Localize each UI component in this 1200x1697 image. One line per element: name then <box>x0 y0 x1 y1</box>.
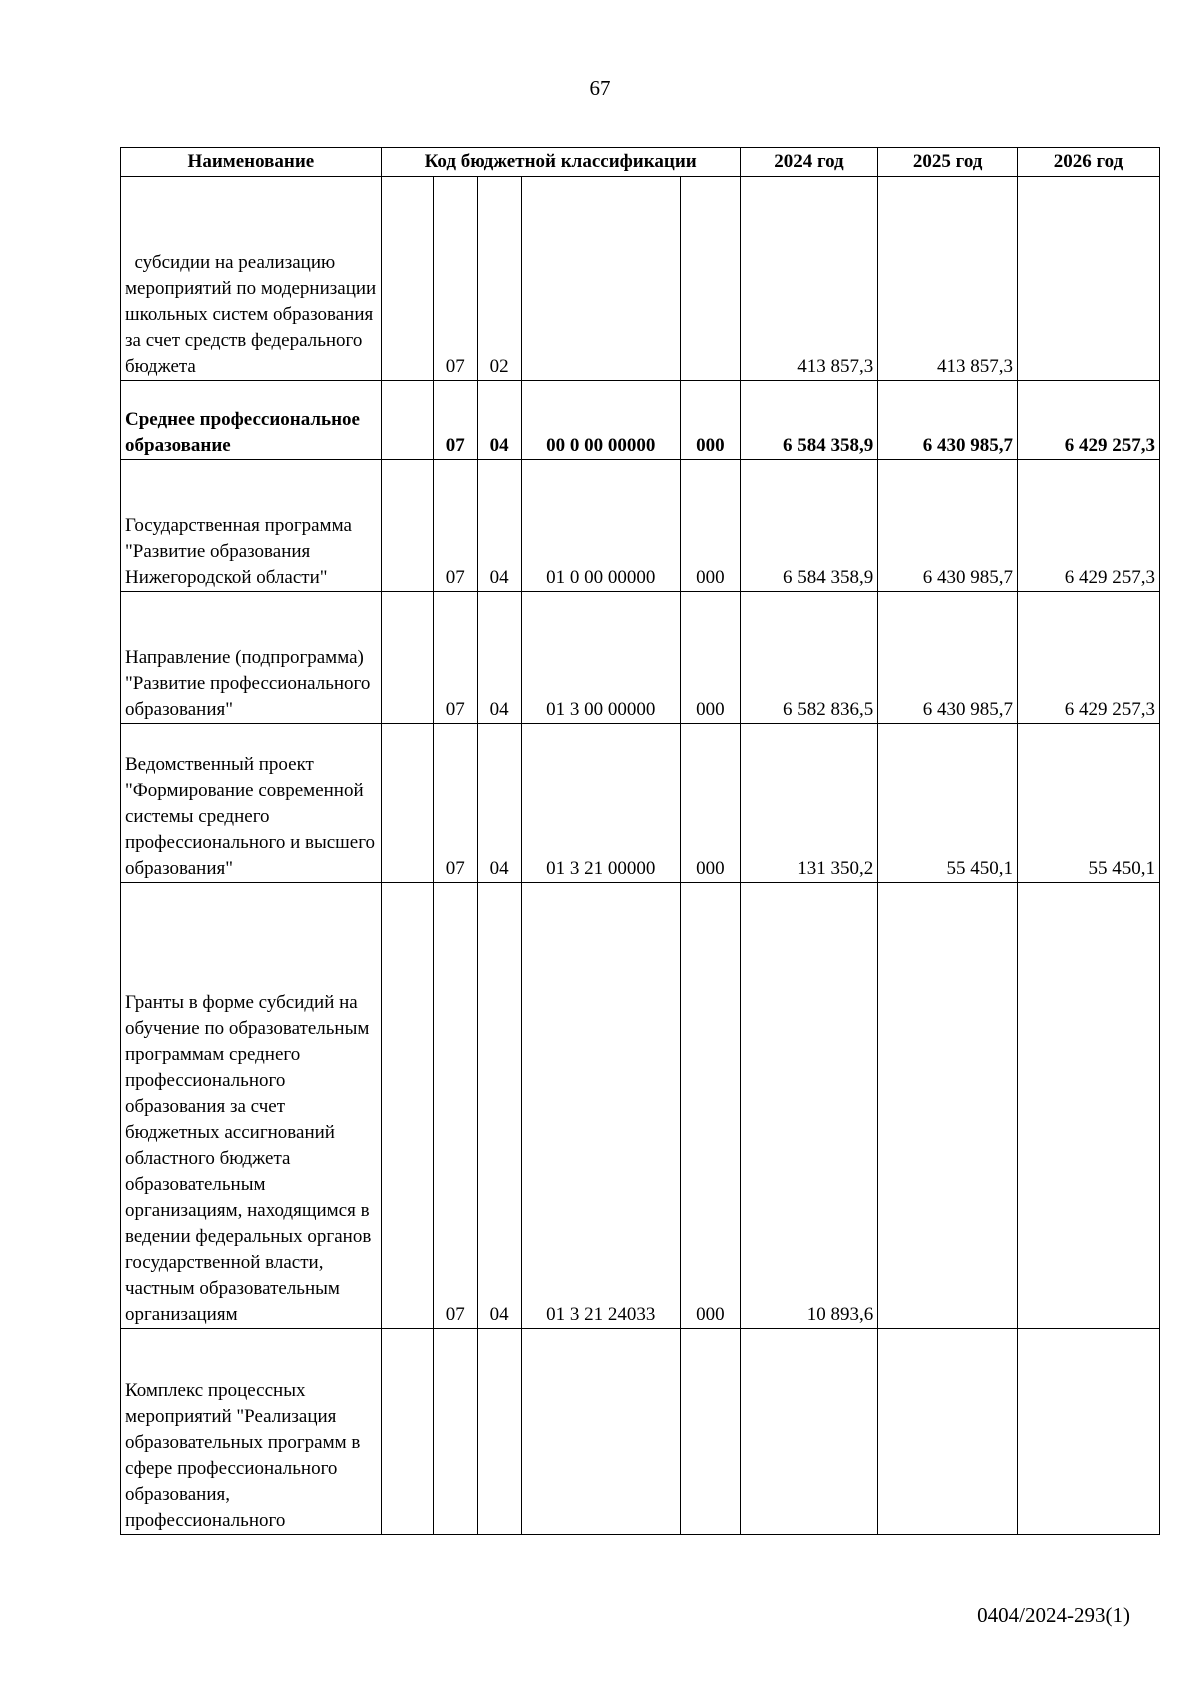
expense-type-code: 000 <box>681 883 741 1329</box>
value-2024: 413 857,3 <box>740 177 878 381</box>
code-cell <box>381 1329 433 1535</box>
target-article-code <box>521 1329 681 1535</box>
header-2024: 2024 год <box>740 148 878 177</box>
row-name: Государственная программа "Развитие образования Нижегородской области" <box>121 460 382 592</box>
code-cell <box>381 592 433 724</box>
value-2024: 6 584 358,9 <box>740 381 878 460</box>
code-cell <box>381 177 433 381</box>
row-name: Среднее профессиональное образование <box>121 381 382 460</box>
document-code: 0404/2024-293(1) <box>977 1603 1130 1627</box>
target-article-code: 01 3 21 00000 <box>521 724 681 883</box>
page-number: 67 <box>589 76 611 100</box>
subsection-code <box>477 1329 521 1535</box>
section-code <box>433 1329 477 1535</box>
target-article-code: 00 0 00 00000 <box>521 381 681 460</box>
subsection-code: 04 <box>477 381 521 460</box>
value-2024: 6 582 836,5 <box>740 592 878 724</box>
target-article-code: 01 3 00 00000 <box>521 592 681 724</box>
table-row <box>121 592 1160 724</box>
table-row <box>121 724 1160 883</box>
table-row <box>121 460 1160 592</box>
expense-type-code: 000 <box>681 592 741 724</box>
code-cell <box>381 381 433 460</box>
subsection-code: 04 <box>477 724 521 883</box>
table-row <box>121 177 1160 381</box>
target-article-code <box>521 177 681 381</box>
value-2026: 6 429 257,3 <box>1018 381 1160 460</box>
row-name: Ведомственный проект "Формирование современной системы среднего профессионального и высшего образования" <box>121 724 382 883</box>
value-2025: 6 430 985,7 <box>878 592 1018 724</box>
section-code: 07 <box>433 381 477 460</box>
row-name: Комплекс процессных мероприятий "Реализация образовательных программ в сфере профессионального образования, профессионального <box>121 1329 382 1535</box>
target-article-code: 01 3 21 24033 <box>521 883 681 1329</box>
value-2026: 55 450,1 <box>1018 724 1160 883</box>
subsection-code: 04 <box>477 883 521 1329</box>
value-2025: 55 450,1 <box>878 724 1018 883</box>
value-2026 <box>1018 177 1160 381</box>
header-2025: 2025 год <box>878 148 1018 177</box>
code-cell <box>381 883 433 1329</box>
code-cell <box>381 460 433 592</box>
subsection-code: 04 <box>477 592 521 724</box>
row-name: Направление (подпрограмма) "Развитие профессионального образования" <box>121 592 382 724</box>
value-2024: 131 350,2 <box>740 724 878 883</box>
value-2026 <box>1018 883 1160 1329</box>
value-2025: 413 857,3 <box>878 177 1018 381</box>
value-2026: 6 429 257,3 <box>1018 592 1160 724</box>
code-cell <box>381 724 433 883</box>
value-2026 <box>1018 1329 1160 1535</box>
expense-type-code <box>681 1329 741 1535</box>
value-2025 <box>878 883 1018 1329</box>
section-code: 07 <box>433 724 477 883</box>
expense-type-code: 000 <box>681 724 741 883</box>
subsection-code: 02 <box>477 177 521 381</box>
budget-table <box>120 147 1160 1535</box>
header-2026: 2026 год <box>1018 148 1160 177</box>
table-header <box>121 148 1160 177</box>
target-article-code: 01 0 00 00000 <box>521 460 681 592</box>
value-2024: 10 893,6 <box>740 883 878 1329</box>
section-code: 07 <box>433 883 477 1329</box>
row-name: Гранты в форме субсидий на обучение по образовательным программам среднего профессионального образования за счет бюджетных ассигнований областного бюджета образовательным организациям, находящимся в ведении федеральных органов государственной власти, частным образовательным организациям <box>121 883 382 1329</box>
expense-type-code: 000 <box>681 381 741 460</box>
value-2024 <box>740 1329 878 1535</box>
expense-type-code <box>681 177 741 381</box>
section-code: 07 <box>433 460 477 592</box>
row-name: субсидии на реализацию мероприятий по модернизации школьных систем образования за счет средств федерального бюджета <box>121 177 382 381</box>
table-row <box>121 1329 1160 1535</box>
value-2026: 6 429 257,3 <box>1018 460 1160 592</box>
table-row <box>121 381 1160 460</box>
value-2025: 6 430 985,7 <box>878 460 1018 592</box>
expense-type-code: 000 <box>681 460 741 592</box>
value-2025 <box>878 1329 1018 1535</box>
header-code: Код бюджетной классификации <box>381 148 740 177</box>
subsection-code: 04 <box>477 460 521 592</box>
table-row <box>121 883 1160 1329</box>
section-code: 07 <box>433 592 477 724</box>
value-2024: 6 584 358,9 <box>740 460 878 592</box>
section-code: 07 <box>433 177 477 381</box>
header-name: Наименование <box>121 148 382 177</box>
value-2025: 6 430 985,7 <box>878 381 1018 460</box>
